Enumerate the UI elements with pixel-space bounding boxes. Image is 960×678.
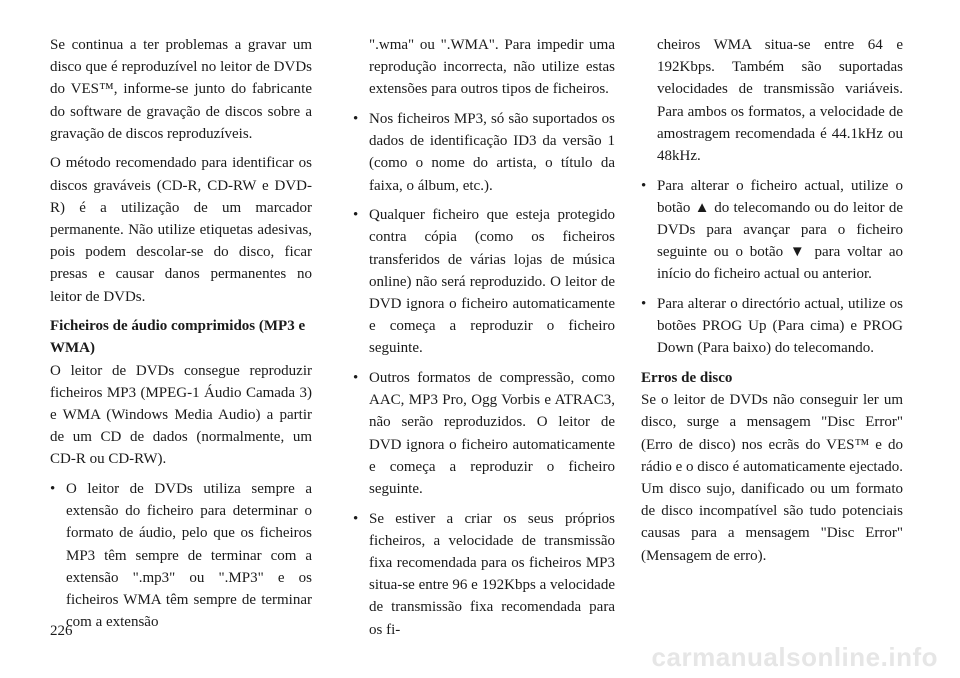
heading-compressed-audio: Ficheiros de áudio comprimidos (MP3 e WMA) [50,318,306,357]
bullet-file-extension [50,478,312,633]
column-left [50,34,312,641]
bullet-bitrate-continued [641,34,903,167]
bullet-file-extension-continued [353,34,615,101]
bullet-id3-tags [353,108,615,197]
bullet-dot: • [353,207,359,224]
column-middle [353,34,615,648]
paragraph-mp3-wma-intro: O leitor de DVDs consegue reproduzir ficheiros MP3 (MPEG-1 Áudio Camada 3) e WMA (Windows Media Audio) a partir de um CD de dados (normalmente, um CD-R ou CD-RW). [50,362,312,468]
paragraph-disc-problems: Se continua a ter problemas a gravar um disco que é reproduzível no leitor de DVDs do VES™, informe-se junto do fabricante do software de gravação de discos sobre a gravação de discos reproduzíveis. [50,37,312,142]
bullet-text: Nos ficheiros MP3, só são suportados os dados de identificação ID3 da versão 1 (como o nome do artista, o título da faixa, o álbum, etc.). [369,111,615,194]
page-number: 226 [50,623,73,639]
watermark: carmanualsonline.info [651,642,938,672]
bullet-text: Para alterar o ficheiro actual, utilize o botão ▲ do telecomando ou do leitor de DVDs para avançar para o ficheiro seguinte ou o botão ▼ para voltar ao início do ficheiro actual ou anterior. [657,177,903,283]
bullet-dot: • [50,481,56,498]
bullet-text: Qualquer ficheiro que esteja protegido contra cópia (como os ficheiros transferidos de várias lojas de música online) não será reproduzido. O leitor de DVD ignora o ficheiro automaticamente e começa a reproduzir o ficheiro seguinte. [369,207,615,357]
bullet-change-file [641,175,903,286]
bullet-text: O leitor de DVDs utiliza sempre a extensão do ficheiro para determinar o formato de áudio, pelo que os ficheiros MP3 têm sempre de terminar com a extensão ".mp3" ou ".MP3" e os ficheiros WMA têm sempre de terminar com a extensão [66,481,312,631]
bullet-other-formats [353,367,615,500]
bullet-text: Outros formatos de compressão, como AAC, MP3 Pro, Ogg Vorbis e ATRAC3, não serão reproduzidos. O leitor de DVD ignora o ficheiro automaticamente e começa a reproduzir o ficheiro seguinte. [369,370,615,498]
bullet-dot: • [641,296,647,313]
heading-disc-errors: Erros de disco [641,370,733,387]
bullet-text: ".wma" ou ".WMA". Para impedir uma reprodução incorrecta, não utilize estas extensões para outros tipos de ficheiros. [369,37,615,98]
bullet-bitrate [353,508,615,641]
bullet-text: Para alterar o directório actual, utilize os botões PROG Up (Para cima) e PROG Down (Para baixo) do telecomando. [657,296,903,357]
paragraph-disc-error: Se o leitor de DVDs não conseguir ler um disco, surge a mensagem "Disc Error" (Erro de disco) nos ecrãs do VES™ e do rádio e o disco é automaticamente ejectado. Um disco sujo, danificado ou um formato de disco incompatível são tudo potenciais causas para a mensagem "Disc Error" (Mensagem de erro). [641,392,903,564]
bullet-dot: • [353,111,359,127]
bullet-dot: • [641,177,647,194]
bullet-change-directory [641,293,903,360]
bullet-dot: • [353,510,359,527]
bullet-copy-protected [353,204,615,359]
paragraph-marker-method: O método recomendado para identificar os discos graváveis (CD-R, CD-RW e DVD-R) é a utilização de um marcador permanente. Não utilize etiquetas adesivas, pois podem descolar-se do disco, ficar presas e causar danos permanentes no leitor de DVDs. [50,155,312,305]
bullet-text: cheiros WMA situa-se entre 64 e 192Kbps. Também são suportadas velocidades de transmissão variáveis. Para ambos os formatos, a velocidade de amostragem recomendada é 44.1kHz ou 48kHz. [657,37,903,165]
bullet-text: Se estiver a criar os seus próprios ficheiros, a velocidade de transmissão fixa recomendada para os ficheiros MP3 situa-se entre 96 e 192Kbps a velocidade de transmissão fixa recomendada para os fi- [369,510,615,638]
bullet-dot: • [353,370,359,387]
column-right [641,34,903,574]
